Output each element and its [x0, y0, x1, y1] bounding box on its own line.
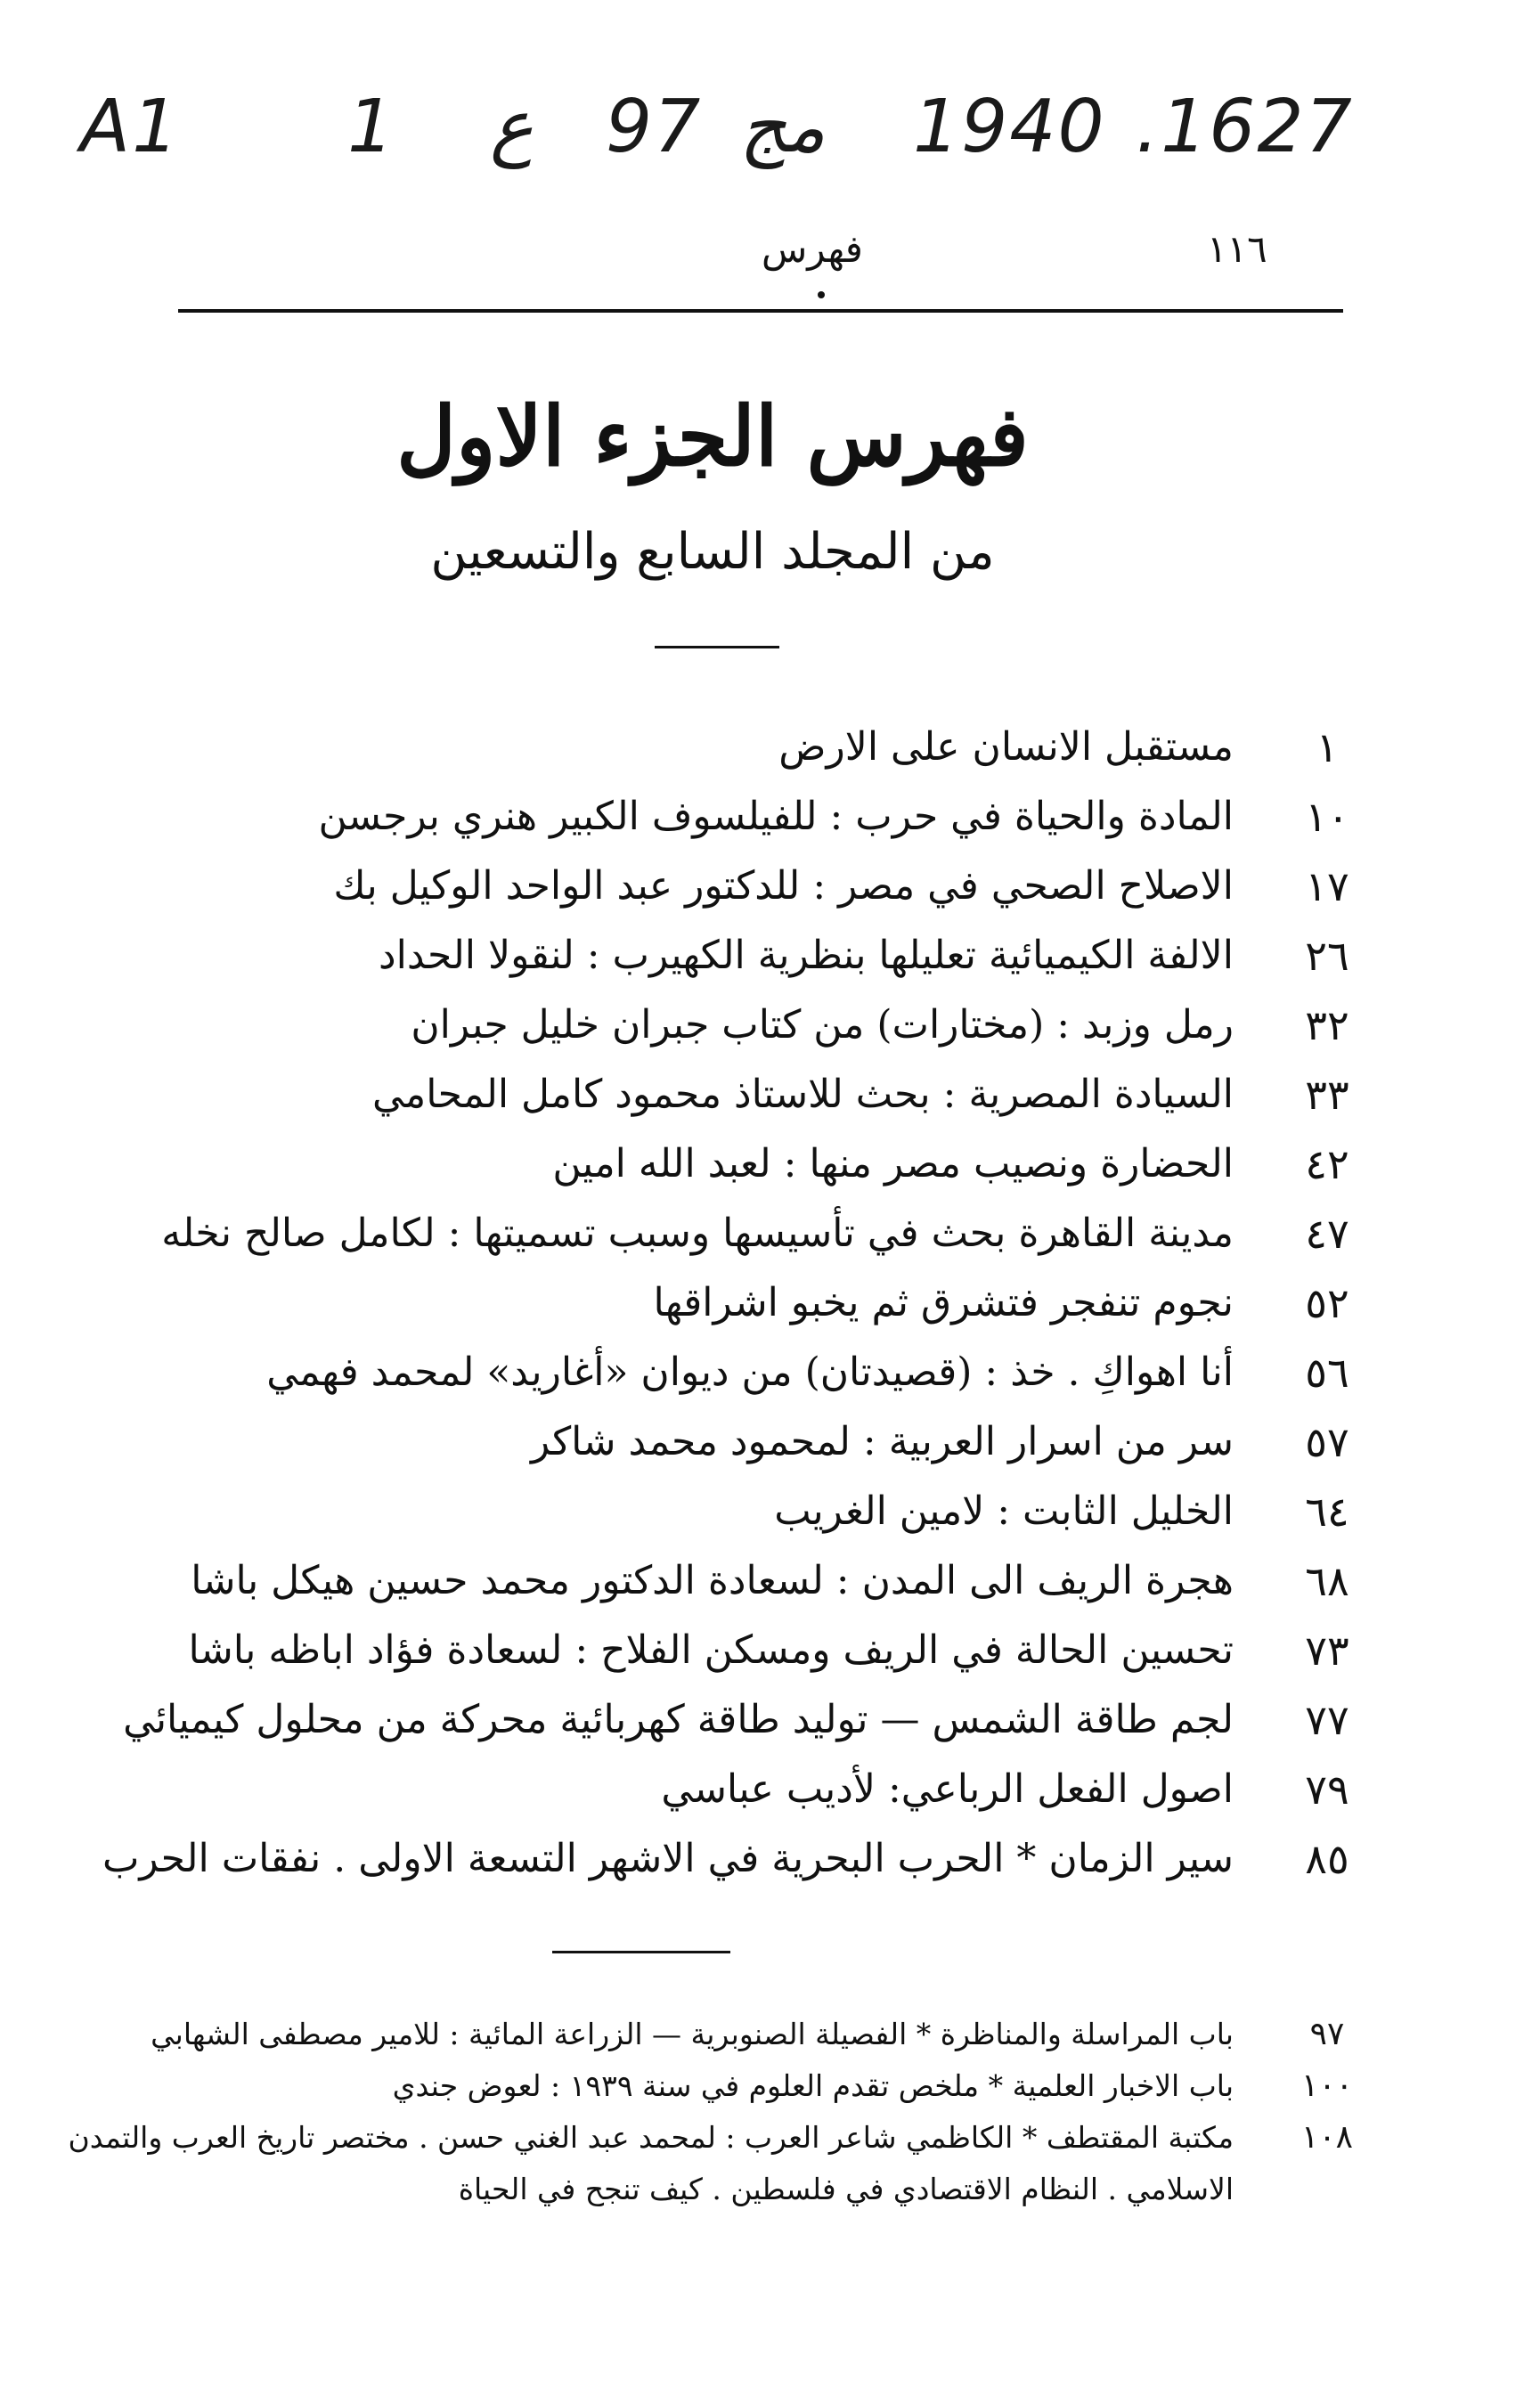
toc-entry-title: سر من اسرار العربية : لمحمود محمد شاكر — [530, 1419, 1234, 1464]
archive-annotation-part: 1940 — [913, 85, 1106, 169]
appendix-entry-text: باب الاخبار العلمية * ملخص تقدم العلوم في سنة ١٩٣٩ : لعوض جندي — [392, 2068, 1234, 2103]
toc-entry-title: الالفة الكيميائية تعليلها بنظرية الكهيرب : لنقولا الحداد — [379, 933, 1234, 978]
ink-dot — [818, 291, 825, 298]
toc-entry — [123, 1685, 1381, 1755]
toc-entry-title: مدينة القاهرة بحث في تأسيسها وسبب تسميتها : لكامل صالح نخله — [161, 1211, 1234, 1256]
archive-annotation-part: ع — [490, 85, 534, 169]
toc-entry — [223, 1129, 1381, 1199]
header-rule — [178, 309, 1343, 313]
toc-entry — [223, 1477, 1381, 1546]
archive-annotation-part: .1627 — [1136, 85, 1354, 169]
appendix-entry-text: باب المراسلة والمناظرة * الفصيلة الصنوبرية — الزراعة المائية : للامير مصطفى الشهابي — [151, 2017, 1234, 2051]
toc-entry-title: مستقبل الانسان على الارض — [778, 724, 1234, 770]
toc-entry — [223, 1407, 1381, 1477]
toc-entry-title: رمل وزبد : (مختارات) من كتاب جبران خليل جبران — [411, 1002, 1234, 1048]
toc-page-number: ١٠ — [1305, 793, 1349, 841]
toc-page-number: ٥٧ — [1305, 1418, 1349, 1466]
toc-page-number: ٤٧ — [1305, 1210, 1349, 1258]
toc-page-number: ١ — [1316, 723, 1339, 771]
toc-entry-title: سير الزمان * الحرب البحرية في الاشهر التسعة الاولى . نفقات الحرب — [102, 1836, 1234, 1881]
toc-entry — [223, 852, 1381, 921]
appendix-entry — [18, 2112, 1381, 2215]
toc-page-number: ٨٥ — [1305, 1835, 1349, 1883]
archive-annotation — [80, 85, 1354, 183]
appendix-list — [18, 2009, 1381, 2215]
toc-entry — [223, 1060, 1381, 1129]
toc-entry — [191, 1546, 1381, 1616]
toc-entry — [188, 1616, 1381, 1685]
archive-annotation-part: مج — [739, 85, 826, 169]
toc-page-number: ١٧ — [1305, 862, 1349, 910]
archive-annotation-part: A1 — [80, 85, 181, 169]
toc-entry-title: الخليل الثابت : لامين الغريب — [774, 1488, 1234, 1534]
toc-page-number: ٦٤ — [1305, 1488, 1349, 1536]
toc-entry-title: المادة والحياة في حرب : للفيلسوف الكبير هنري برجسن — [318, 794, 1234, 839]
toc-entry-title: الحضارة ونصيب مصر منها : لعبد الله امين — [552, 1141, 1234, 1186]
toc-entry-title: الاصلاح الصحي في مصر : للدكتور عبد الواحد الوكيل بك — [333, 863, 1234, 909]
appendix-entry-title — [18, 2009, 1234, 2060]
toc-entry-title: لجم طاقة الشمس — توليد طاقة كهربائية محركة من محلول كيميائي — [123, 1697, 1234, 1742]
section-divider — [552, 1951, 730, 1953]
toc-page-number: ٧٩ — [1305, 1765, 1349, 1814]
page-title: فهرس الجزء الاول — [396, 388, 1029, 485]
toc-page-number: ٥٦ — [1305, 1349, 1349, 1397]
running-header — [183, 227, 1340, 289]
toc-entry — [102, 1824, 1381, 1894]
appendix-entry-title — [18, 2112, 1234, 2215]
toc-entry-title: هجرة الريف الى المدن : لسعادة الدكتور محمد حسين هيكل باشا — [191, 1558, 1234, 1603]
toc-entry — [223, 1755, 1381, 1824]
toc-page-number: ٦٨ — [1305, 1557, 1349, 1605]
toc-entry-title: اصول الفعل الرباعي: لأديب عباسي — [661, 1766, 1234, 1812]
toc-entry — [223, 1338, 1381, 1407]
archive-annotation-part: 1 — [347, 85, 396, 169]
toc-page-number: ٧٣ — [1305, 1627, 1349, 1675]
toc-entry-title: تحسين الحالة في الريف ومسكن الفلاح : لسعادة فؤاد اباظه باشا — [188, 1627, 1234, 1673]
toc-entry — [223, 921, 1381, 991]
appendix-page-number: ١٠٠ — [1300, 2067, 1353, 2104]
toc-page-number: ٧٧ — [1305, 1696, 1349, 1744]
appendix-page-number: ١٠٨ — [1300, 2119, 1353, 2156]
running-header-title: فهرس — [762, 227, 863, 271]
appendix-entry-text: مكتبة المقتطف * الكاظمي شاعر العرب : لمحمد عبد الغني حسن . مختصر تاريخ العرب والتمدن — [68, 2120, 1234, 2155]
toc-entry — [223, 713, 1381, 782]
toc-list — [102, 713, 1381, 1894]
toc-page-number: ٤٢ — [1305, 1140, 1349, 1188]
toc-entry — [161, 1199, 1381, 1268]
toc-page-number: ٥٢ — [1305, 1279, 1349, 1327]
toc-page-number: ٢٦ — [1305, 932, 1349, 980]
appendix-entry-continuation: الاسلامي . النظام الاقتصادي في فلسطين . كيف تنجح في الحياة — [458, 2172, 1234, 2206]
toc-entry — [223, 782, 1381, 852]
toc-page-number: ٣٣ — [1305, 1071, 1349, 1119]
toc-page-number: ٣٢ — [1305, 1001, 1349, 1049]
appendix-entry — [18, 2060, 1381, 2112]
appendix-entry — [18, 2009, 1381, 2060]
toc-entry — [223, 991, 1381, 1060]
archive-annotation-part: 97 — [606, 85, 703, 169]
title-divider — [655, 646, 779, 648]
appendix-entry-title — [18, 2060, 1234, 2112]
page-subtitle: من المجلد السابع والتسعين — [430, 523, 995, 581]
toc-entry-title: السيادة المصرية : بحث للاستاذ محمود كامل المحامي — [371, 1072, 1234, 1117]
page-number: ١١٦ — [1207, 227, 1267, 271]
toc-entry — [223, 1268, 1381, 1338]
toc-entry-title: نجوم تنفجر فتشرق ثم يخبو اشراقها — [653, 1280, 1234, 1325]
toc-entry-title: أنا اهواكِ . خذ : (قصيدتان) من ديوان «أغاريد» لمحمد فهمي — [266, 1349, 1234, 1395]
appendix-page-number: ٩٧ — [1309, 2016, 1345, 2052]
